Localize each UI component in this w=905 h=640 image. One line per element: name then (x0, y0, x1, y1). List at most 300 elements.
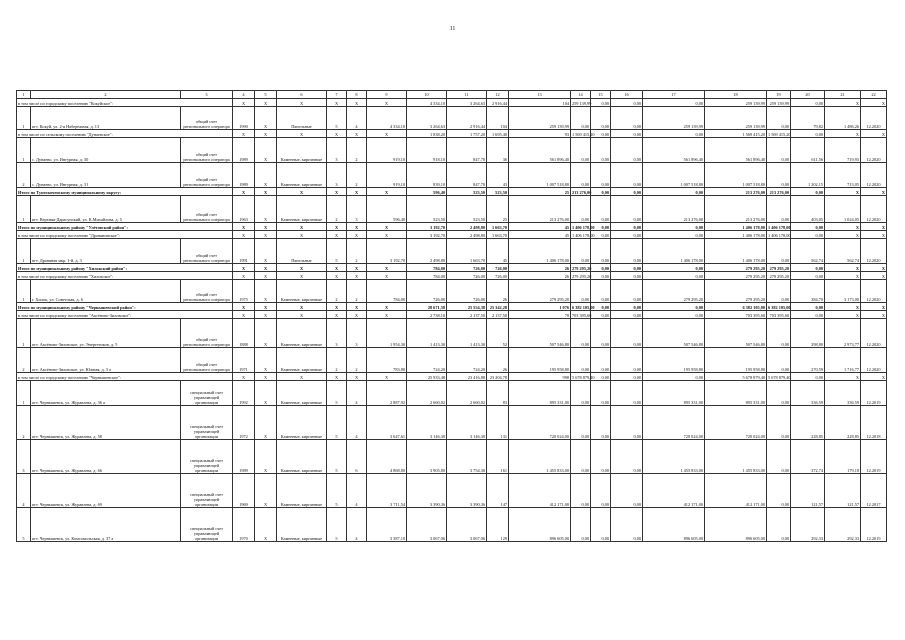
table-cell: 12.2020 (861, 280, 887, 303)
table-cell: 1 455 833,00 (509, 440, 571, 474)
table-cell: 4 (347, 381, 367, 406)
table-cell: 1 455 833,00 (643, 440, 705, 474)
table-cell: 507 546,80 (509, 319, 571, 348)
table-cell: 336,59 (825, 381, 861, 406)
table-cell: 0,00 (767, 381, 791, 406)
table-cell: X (233, 223, 255, 231)
table-cell: Каменные, кирпичные (277, 196, 327, 223)
table-cell: 4 (347, 508, 367, 542)
table-cell: 726,00 (487, 264, 509, 272)
table-cell: 93 (509, 130, 571, 138)
table-cell: 0,00 (591, 311, 611, 319)
table-cell: X (255, 264, 277, 272)
table-cell: 0,00 (591, 272, 611, 280)
table-cell: 147 (487, 474, 509, 508)
table-cell: специальный счет управляющей организации (181, 406, 233, 440)
table-cell: 1 455 833,00 (705, 440, 767, 474)
table-cell: 3 192,70 (407, 231, 447, 239)
table-cell: X (861, 311, 887, 319)
table-cell: 0,00 (611, 373, 643, 381)
table-cell: Итого по муниципальному району "Чернышевский район": (17, 303, 233, 311)
table-cell: 6 382 105,00 (705, 303, 767, 311)
table-cell: 0,00 (611, 239, 643, 264)
table-cell: X (255, 474, 277, 508)
table-cell: X (277, 311, 327, 319)
table-cell: 1990 (233, 107, 255, 130)
table-cell: 720 024,00 (643, 406, 705, 440)
table-cell: 0,00 (611, 381, 643, 406)
table-cell: 0,00 (767, 440, 791, 474)
table-cell: 1 (17, 239, 31, 264)
table-cell: 0,00 (611, 348, 643, 373)
table-cell: X (277, 303, 327, 311)
table-cell: 0,00 (767, 348, 791, 373)
table-cell: 3 711,54 (367, 474, 407, 508)
table-cell: X (277, 223, 327, 231)
table-cell: 259 139,99 (571, 99, 591, 107)
table-cell: 0,00 (767, 508, 791, 542)
table-cell: 2 (17, 406, 31, 440)
table-cell: 0,00 (611, 223, 643, 231)
table-cell: общий счет регионального оператора (181, 196, 233, 223)
table-cell: 279 295,20 (767, 272, 791, 280)
table-cell: 279 295,20 (509, 280, 571, 303)
table-cell: пгт. Верхняя-Дарасунский, ул. К.Михайлова, д. 5 (31, 196, 181, 223)
table-cell: 12.2019 (861, 440, 887, 474)
table-cell: 0,00 (571, 138, 591, 163)
table-cell: 1 406 178,00 (705, 239, 767, 264)
table-cell: X (327, 303, 347, 311)
table-cell: 1 486,26 (825, 107, 861, 130)
table-cell: X (255, 348, 277, 373)
table-cell: 279 295,20 (705, 280, 767, 303)
table-cell: специальный счет управляющей организации (181, 508, 233, 542)
section-total-row (17, 130, 887, 138)
table-cell: 0,00 (591, 264, 611, 272)
table-cell: 0,00 (767, 163, 791, 188)
table-cell: 10 (407, 91, 447, 99)
house-row (17, 474, 887, 508)
table-cell: 12.2020 (861, 239, 887, 264)
table-cell: 45 (509, 231, 571, 239)
table-cell: 561 896,40 (643, 138, 705, 163)
table-cell: 2 887,92 (367, 381, 407, 406)
table-cell: 1 007 518,80 (509, 163, 571, 188)
table-cell: 0,00 (767, 239, 791, 264)
table-cell: 45 (487, 239, 509, 264)
table-cell: X (277, 188, 327, 196)
table-cell: 0,00 (643, 303, 705, 311)
table-header-row (17, 91, 887, 99)
table-cell: 0,00 (767, 474, 791, 508)
table-cell: Каменные, кирпичные (277, 348, 327, 373)
table-cell: 611,56 (791, 138, 825, 163)
table-cell: X (367, 188, 407, 196)
table-cell: X (367, 223, 407, 231)
section-total-row (17, 188, 887, 196)
table-cell: 129 (487, 508, 509, 542)
table-cell: X (861, 130, 887, 138)
table-cell: 0,00 (791, 272, 825, 280)
table-cell: пгт. Аксёново-Зиловское, ул. Энергетиков, д. 5 (31, 319, 181, 348)
table-cell: 1 024,05 (825, 196, 861, 223)
table-cell: 3 067,06 (407, 508, 447, 542)
table-cell: 523,50 (487, 188, 509, 196)
table-cell: 213 276,00 (509, 196, 571, 223)
table-cell: пгт. Дровяная мкр. 1-й, д. 3 (31, 239, 181, 264)
table-cell: 2 (347, 163, 367, 188)
table-cell: X (367, 373, 407, 381)
table-cell: 896 605,00 (705, 508, 767, 542)
table-cell: 0,00 (611, 99, 643, 107)
table-cell: 0,00 (611, 107, 643, 130)
table-cell: 5 678 879,40 (571, 373, 591, 381)
table-cell: 20 (791, 91, 825, 99)
table-cell: 1 (17, 381, 31, 406)
table-cell: 1 413,30 (407, 319, 447, 348)
table-cell: 1 406 178,00 (705, 231, 767, 239)
table-cell: 5 (327, 107, 347, 130)
table-cell: 0,00 (791, 130, 825, 138)
table-cell: 726,00 (447, 280, 487, 303)
table-cell: X (347, 311, 367, 319)
table-cell: 726,00 (407, 280, 447, 303)
table-cell: X (327, 231, 347, 239)
table-cell: X (255, 440, 277, 474)
table-cell: 3 390,36 (407, 474, 447, 508)
table-cell: 195 958,80 (643, 348, 705, 373)
table-cell: 0,00 (611, 280, 643, 303)
table-cell: X (825, 188, 861, 196)
table-cell: 104 (487, 107, 509, 130)
house-row (17, 138, 887, 163)
table-cell: X (255, 239, 277, 264)
table-cell: X (347, 99, 367, 107)
table-cell: 52 (487, 319, 509, 348)
house-row (17, 239, 887, 264)
table-cell: 1989 (233, 440, 255, 474)
section-total-row (17, 223, 887, 231)
house-row (17, 348, 887, 373)
table-cell: X (255, 130, 277, 138)
table-cell: Каменные, кирпичные (277, 474, 327, 508)
table-cell: X (825, 231, 861, 239)
table-cell: 270,59 (791, 348, 825, 373)
table-cell: 3 (181, 91, 233, 99)
page-number: 11 (449, 26, 456, 32)
house-row (17, 280, 887, 303)
table-cell: Каменные, кирпичные (277, 280, 327, 303)
table-cell: 0,00 (591, 130, 611, 138)
table-cell: 0,00 (571, 196, 591, 223)
table-cell: X (367, 272, 407, 280)
table-cell: X (861, 272, 887, 280)
table-cell: 279 295,20 (643, 280, 705, 303)
table-cell: X (255, 231, 277, 239)
table-cell: 562,74 (791, 239, 825, 264)
table-cell: 259 139,99 (705, 99, 767, 107)
table-cell: 0,00 (791, 264, 825, 272)
table-cell: 12.2017 (861, 474, 887, 508)
section-total-row (17, 99, 887, 107)
table-cell: X (255, 272, 277, 280)
table-cell: 1 406 178,00 (705, 223, 767, 231)
table-cell: 0,00 (591, 107, 611, 130)
house-row (17, 107, 887, 130)
table-cell: 3 192,70 (407, 223, 447, 231)
table-cell: X (327, 373, 347, 381)
table-cell: 3 (327, 319, 347, 348)
table-cell: 259 139,99 (509, 107, 571, 130)
table-cell: 720 024,00 (509, 406, 571, 440)
table-cell: 3 173,00 (825, 280, 861, 303)
table-cell: 4 (347, 474, 367, 508)
table-cell: 1 569 415,20 (705, 130, 767, 138)
table-cell: 2 (347, 348, 367, 373)
table-cell: 5 (327, 381, 347, 406)
table-cell: X (861, 231, 887, 239)
table-cell: 0,00 (611, 440, 643, 474)
table-cell: 412 171,00 (509, 474, 571, 508)
table-cell: 1 569 415,20 (571, 130, 591, 138)
table-cell: X (347, 272, 367, 280)
table-cell: 2 (347, 138, 367, 163)
table-cell: X (347, 188, 367, 196)
table-cell: 0,00 (643, 373, 705, 381)
table-cell: 15 (591, 91, 611, 99)
table-cell: 2 (347, 239, 367, 264)
table-cell: X (233, 188, 255, 196)
table-cell: общий счет регионального оператора (181, 163, 233, 188)
house-row (17, 196, 887, 223)
table-cell: 0,00 (571, 440, 591, 474)
table-cell: 2 498,80 (447, 231, 487, 239)
table-cell: 279 295,20 (705, 272, 767, 280)
table-cell: 561 896,40 (509, 138, 571, 163)
capital-repair-table (16, 90, 887, 542)
table-cell: 3 390,36 (447, 474, 487, 508)
table-cell: 895 331,00 (643, 381, 705, 406)
table-cell: 1 (17, 107, 31, 130)
table-cell: Панельные (277, 239, 327, 264)
table-cell: 726,00 (447, 264, 487, 272)
table-cell: 179,18 (825, 440, 861, 474)
table-cell: 720 024,00 (705, 406, 767, 440)
table-cell: 298,80 (791, 319, 825, 348)
table-cell: 26 (509, 272, 571, 280)
table-cell: пгт. Кокуй, ул. 2-я Набережная, д. 13 (31, 107, 181, 130)
table-cell: 1992 (233, 381, 255, 406)
table-cell: X (347, 303, 367, 311)
table-cell: 213 276,00 (643, 196, 705, 223)
table-cell: 2 137,50 (487, 311, 509, 319)
table-cell: 1 663,70 (487, 231, 509, 239)
table-cell: X (255, 381, 277, 406)
table-cell: X (233, 231, 255, 239)
table-cell: 4 868,80 (367, 440, 407, 474)
table-cell: X (277, 99, 327, 107)
table-cell: 703 395,60 (571, 311, 591, 319)
table-cell: X (255, 280, 277, 303)
table-cell: Панельные (277, 107, 327, 130)
table-cell: X (861, 99, 887, 107)
house-row (17, 508, 887, 542)
table-cell: Каменные, кирпичные (277, 381, 327, 406)
table-cell: X (233, 130, 255, 138)
table-cell: 0,00 (591, 474, 611, 508)
table-cell: 259 139,99 (767, 99, 791, 107)
table-cell: X (861, 188, 887, 196)
table-cell: 412 171,00 (643, 474, 705, 508)
table-cell: 26 (487, 280, 509, 303)
table-cell: 1989 (233, 138, 255, 163)
table-cell: пгт. Аксёново-Зиловское, ул. Южная, д. 3 а (31, 348, 181, 373)
table-cell: 6 382 105,00 (767, 303, 791, 311)
table-cell: 384,70 (791, 280, 825, 303)
table-cell: X (367, 303, 407, 311)
table-cell: 0,00 (591, 196, 611, 223)
table-cell: общий счет регионального оператора (181, 138, 233, 163)
table-cell: 3 067,06 (447, 508, 487, 542)
table-cell: 1 406 178,00 (643, 239, 705, 264)
table-cell: 228,85 (825, 406, 861, 440)
table-cell: X (367, 99, 407, 107)
table-cell: 1971 (233, 348, 255, 373)
table-cell: 0,00 (571, 381, 591, 406)
table-cell: X (233, 303, 255, 311)
table-cell: 336,59 (791, 381, 825, 406)
table-cell: 25 (487, 196, 509, 223)
table-cell: 0,00 (591, 303, 611, 311)
table-cell: X (277, 373, 327, 381)
table-cell: 0,00 (591, 99, 611, 107)
table-cell: 0,00 (791, 303, 825, 311)
table-cell: 0,00 (571, 406, 591, 440)
table-cell: 5 (327, 440, 347, 474)
table-cell: 12.2019 (861, 381, 887, 406)
table-cell: 919,10 (367, 163, 407, 188)
table-cell: 1888 (233, 319, 255, 348)
table-cell: 79,82 (791, 107, 825, 130)
table-cell: X (327, 311, 347, 319)
table-cell: Каменные, кирпичные (277, 440, 327, 474)
table-cell: 3 146,30 (407, 406, 447, 440)
table-cell: 726,00 (487, 272, 509, 280)
table-cell: 78 (509, 311, 571, 319)
table-cell: общий счет регионального оператора (181, 348, 233, 373)
section-total-row (17, 311, 887, 319)
table-cell: 0,00 (791, 188, 825, 196)
table-cell: 3 754,30 (447, 440, 487, 474)
table-cell: 131 (487, 406, 509, 440)
table-cell: 5 (255, 91, 277, 99)
table-cell: 259 139,99 (705, 107, 767, 130)
table-cell: 0,00 (611, 196, 643, 223)
table-cell: X (233, 99, 255, 107)
table-cell: 998 (509, 373, 571, 381)
table-cell: 25 342,28 (487, 303, 509, 311)
table-cell: X (327, 99, 347, 107)
table-cell: X (861, 264, 887, 272)
house-row (17, 440, 887, 474)
table-cell: 25 933,48 (407, 373, 447, 381)
table-cell: 0,00 (591, 231, 611, 239)
table-cell: X (233, 264, 255, 272)
table-cell: 1 007 518,80 (643, 163, 705, 188)
table-cell: 0,00 (591, 440, 611, 474)
table-cell: 0,00 (591, 406, 611, 440)
table-cell: 0,00 (591, 188, 611, 196)
table-cell: 713,05 (825, 163, 861, 188)
table-cell: X (255, 188, 277, 196)
table-cell: X (367, 130, 407, 138)
table-cell: X (255, 311, 277, 319)
table-cell: 16 (611, 91, 643, 99)
table-cell: Каменные, кирпичные (277, 163, 327, 188)
table-cell: 0,00 (591, 239, 611, 264)
table-cell: 1975 (233, 280, 255, 303)
table-cell: г. Хилок, ул. Советская, д. 6 (31, 280, 181, 303)
table-cell: 2 (347, 280, 367, 303)
table-cell: 3 (17, 440, 31, 474)
table-cell: 0,00 (643, 231, 705, 239)
table-cell: 724,20 (407, 348, 447, 373)
table-cell: 2 738,10 (407, 311, 447, 319)
table-cell: 895 331,00 (509, 381, 571, 406)
table-cell: 918,10 (407, 138, 447, 163)
table-cell: общий счет регионального оператора (181, 319, 233, 348)
table-cell: 213 276,00 (571, 188, 591, 196)
table-cell: 896 605,00 (643, 508, 705, 542)
table-cell: 3 146,30 (447, 406, 487, 440)
table-cell: 1 406 178,00 (767, 223, 791, 231)
table-cell: 36 (487, 138, 509, 163)
table-cell: 2 (327, 280, 347, 303)
table-cell: X (327, 223, 347, 231)
table-cell: 4 (233, 91, 255, 99)
table-cell: 0,00 (611, 319, 643, 348)
house-row (17, 319, 887, 348)
table-cell: 26 (509, 264, 571, 272)
table-cell: 6 (347, 440, 367, 474)
table-cell: 2 498,80 (407, 239, 447, 264)
table-cell: 4 334,10 (407, 99, 447, 107)
table-cell: X (277, 231, 327, 239)
house-row (17, 406, 887, 440)
table-cell: 1991 (233, 239, 255, 264)
table-cell: 161 (487, 440, 509, 474)
table-cell: 121,57 (791, 474, 825, 508)
table-cell: Каменные, кирпичные (277, 138, 327, 163)
table-cell: 5 (17, 508, 31, 542)
table-cell: 1 663,70 (447, 239, 487, 264)
table-cell: 7 (327, 91, 347, 99)
table-cell: 412 171,00 (705, 474, 767, 508)
table-cell: 784,00 (407, 272, 447, 280)
table-cell: 1 716,77 (825, 348, 861, 373)
table-cell: 45 (509, 223, 571, 231)
table-cell: 0,00 (571, 319, 591, 348)
table-cell: 25 554,38 (447, 303, 487, 311)
table-cell: 896 605,00 (509, 508, 571, 542)
table-cell: 259 139,99 (643, 107, 705, 130)
table-cell: 0,00 (791, 223, 825, 231)
table-cell: 0,00 (571, 508, 591, 542)
table-cell: 719,93 (825, 138, 861, 163)
table-cell: 0,00 (767, 319, 791, 348)
table-cell: 596,40 (407, 188, 447, 196)
table-cell: X (277, 130, 327, 138)
